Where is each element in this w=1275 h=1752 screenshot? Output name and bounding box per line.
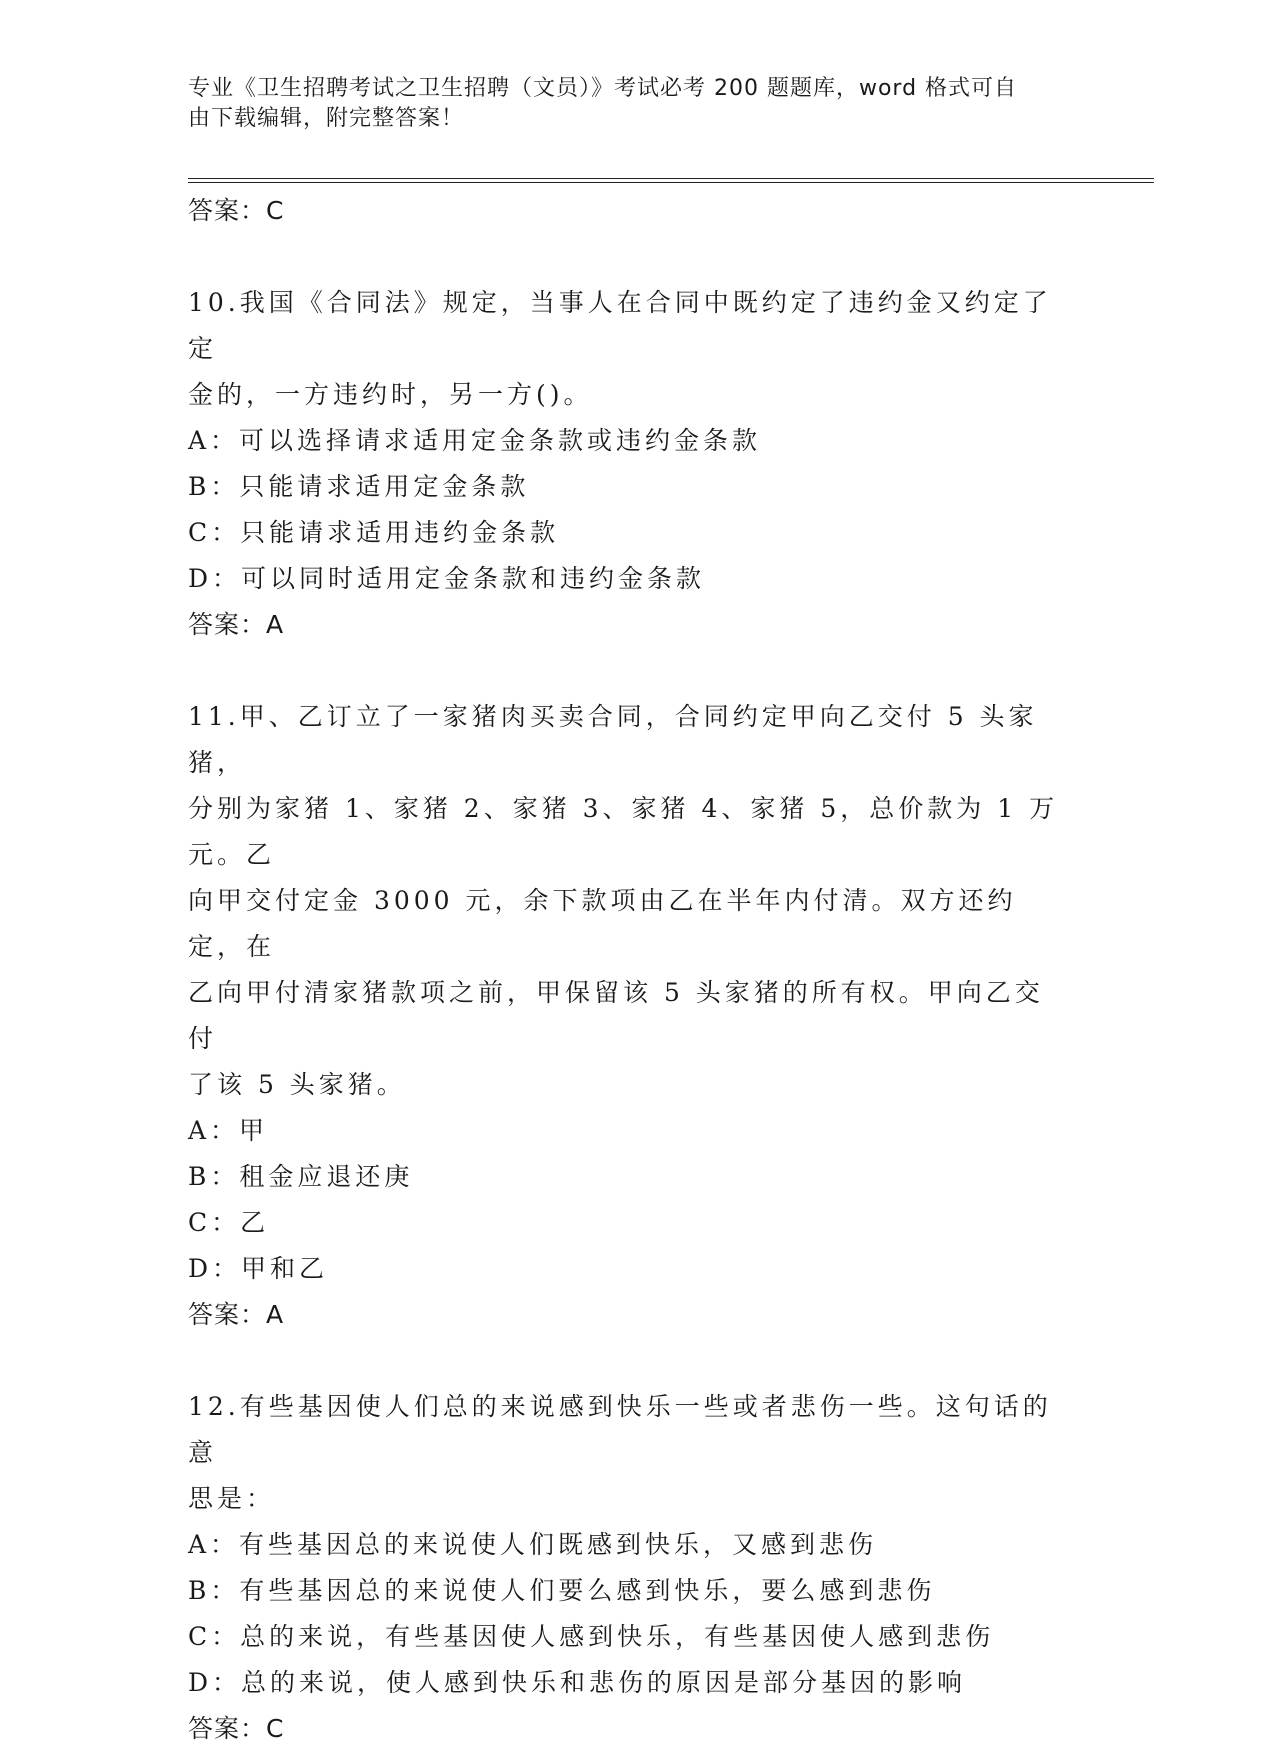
option-c: C：总的来说，有些基因使人感到快乐，有些基因使人感到悲伤 <box>188 1622 995 1651</box>
question-text-line: 金的，一方违约时，另一方()。 <box>188 380 593 409</box>
answer: 答案：A <box>188 610 285 639</box>
question-text-line: 12.有些基因使人们总的来说感到快乐一些或者悲伤一些。这句话的意 <box>188 1392 1052 1467</box>
option-c: C：乙 <box>188 1208 270 1237</box>
header-divider <box>188 178 1154 183</box>
spacer <box>188 1338 1088 1384</box>
spacer <box>188 234 1088 280</box>
question-text-line: 10.我国《合同法》规定，当事人在合同中既约定了违约金又约定了定 <box>188 288 1052 363</box>
option-a: A：可以选择请求适用定金条款或违约金条款 <box>188 426 762 455</box>
option-b: B：租金应退还庚 <box>188 1162 414 1191</box>
option-d: D：总的来说，使人感到快乐和悲伤的原因是部分基因的影响 <box>188 1668 967 1697</box>
question-text-line: 思是： <box>188 1484 276 1513</box>
answer: 答案：A <box>188 1300 285 1329</box>
document-body <box>188 188 1088 1752</box>
question-text-line: 向甲交付定金 3000 元，余下款项由乙在半年内付清。双方还约定，在 <box>188 886 1017 961</box>
answer-prev: 答案：C <box>188 196 285 225</box>
question-text-line: 分别为家猪 1、家猪 2、家猪 3、家猪 4、家猪 5，总价款为 1 万元。乙 <box>188 794 1059 869</box>
question-11 <box>188 694 1088 1338</box>
option-d: D：甲和乙 <box>188 1254 329 1283</box>
spacer <box>188 648 1088 694</box>
question-text-line: 乙向甲付清家猪款项之前，甲保留该 5 头家猪的所有权。甲向乙交付 <box>188 978 1044 1053</box>
question-text-line: 11.甲、乙订立了一家猪肉买卖合同，合同约定甲向乙交付 5 头家猪， <box>188 702 1038 777</box>
question-10-text <box>188 280 1068 418</box>
question-10 <box>188 280 1088 648</box>
question-text-line: 了该 5 头家猪。 <box>188 1070 406 1099</box>
header-line-2: 由下载编辑，附完整答案！ <box>188 106 465 131</box>
option-c: C：只能请求适用违约金条款 <box>188 518 560 547</box>
option-b: B：只能请求适用定金条款 <box>188 472 530 501</box>
header-line-1: 专业《卫生招聘考试之卫生招聘（文员）》考试必考 200 题题库，word 格式可自 <box>188 76 1018 101</box>
option-d: D：可以同时适用定金条款和违约金条款 <box>188 564 706 593</box>
option-b: B：有些基因总的来说使人们要么感到快乐，要么感到悲伤 <box>188 1576 936 1605</box>
option-a: A：有些基因总的来说使人们既感到快乐，又感到悲伤 <box>188 1530 878 1559</box>
question-11-text <box>188 694 1068 1108</box>
question-12 <box>188 1384 1088 1752</box>
question-12-text <box>188 1384 1068 1522</box>
page-header <box>188 74 1088 134</box>
option-a: A：甲 <box>188 1116 269 1145</box>
answer: 答案：C <box>188 1714 285 1743</box>
